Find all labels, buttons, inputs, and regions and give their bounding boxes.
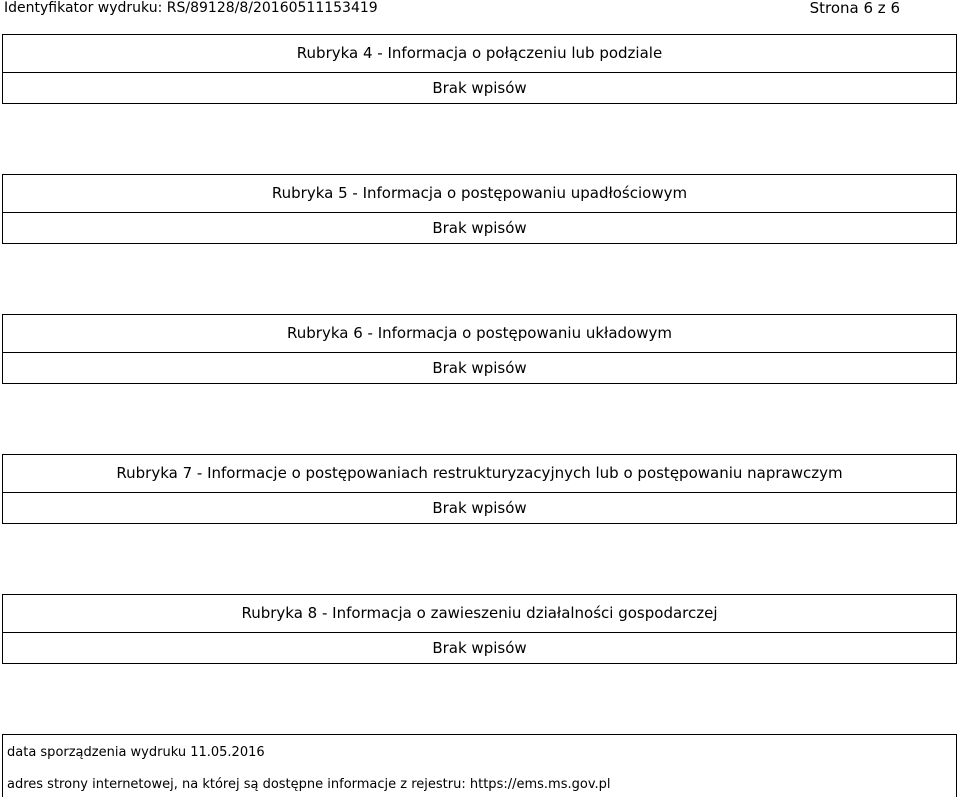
section-rubryka-6 <box>2 314 957 384</box>
print-date: data sporządzenia wydruku 11.05.2016 <box>7 745 265 760</box>
registry-source: adres strony internetowej, na której są dostępne informacje z rejestru: https://ems.ms.gov.pl <box>7 777 611 792</box>
section-value: Brak wpisów <box>432 499 527 517</box>
footer <box>2 734 957 797</box>
section-rubryka-5 <box>2 174 957 244</box>
section-value: Brak wpisów <box>432 359 527 377</box>
section-title: Rubryka 4 - Informacja o połączeniu lub podziale <box>3 35 956 73</box>
section-value: Brak wpisów <box>432 639 527 657</box>
print-identifier: Identyfikator wydruku: RS/89128/8/20160511153419 <box>4 0 378 16</box>
section-rubryka-4 <box>2 34 957 104</box>
section-rubryka-8 <box>2 594 957 664</box>
section-value: Brak wpisów <box>432 219 527 237</box>
section-rubryka-7 <box>2 454 957 524</box>
section-value: Brak wpisów <box>432 79 527 97</box>
section-title: Rubryka 5 - Informacja o postępowaniu upadłościowym <box>3 175 956 213</box>
page-number: Strona 6 z 6 <box>809 0 900 17</box>
section-title: Rubryka 8 - Informacja o zawieszeniu działalności gospodarczej <box>3 595 956 633</box>
section-title: Rubryka 6 - Informacja o postępowaniu układowym <box>3 315 956 353</box>
section-title: Rubryka 7 - Informacje o postępowaniach restrukturyzacyjnych lub o postępowaniu naprawczym <box>3 455 956 493</box>
